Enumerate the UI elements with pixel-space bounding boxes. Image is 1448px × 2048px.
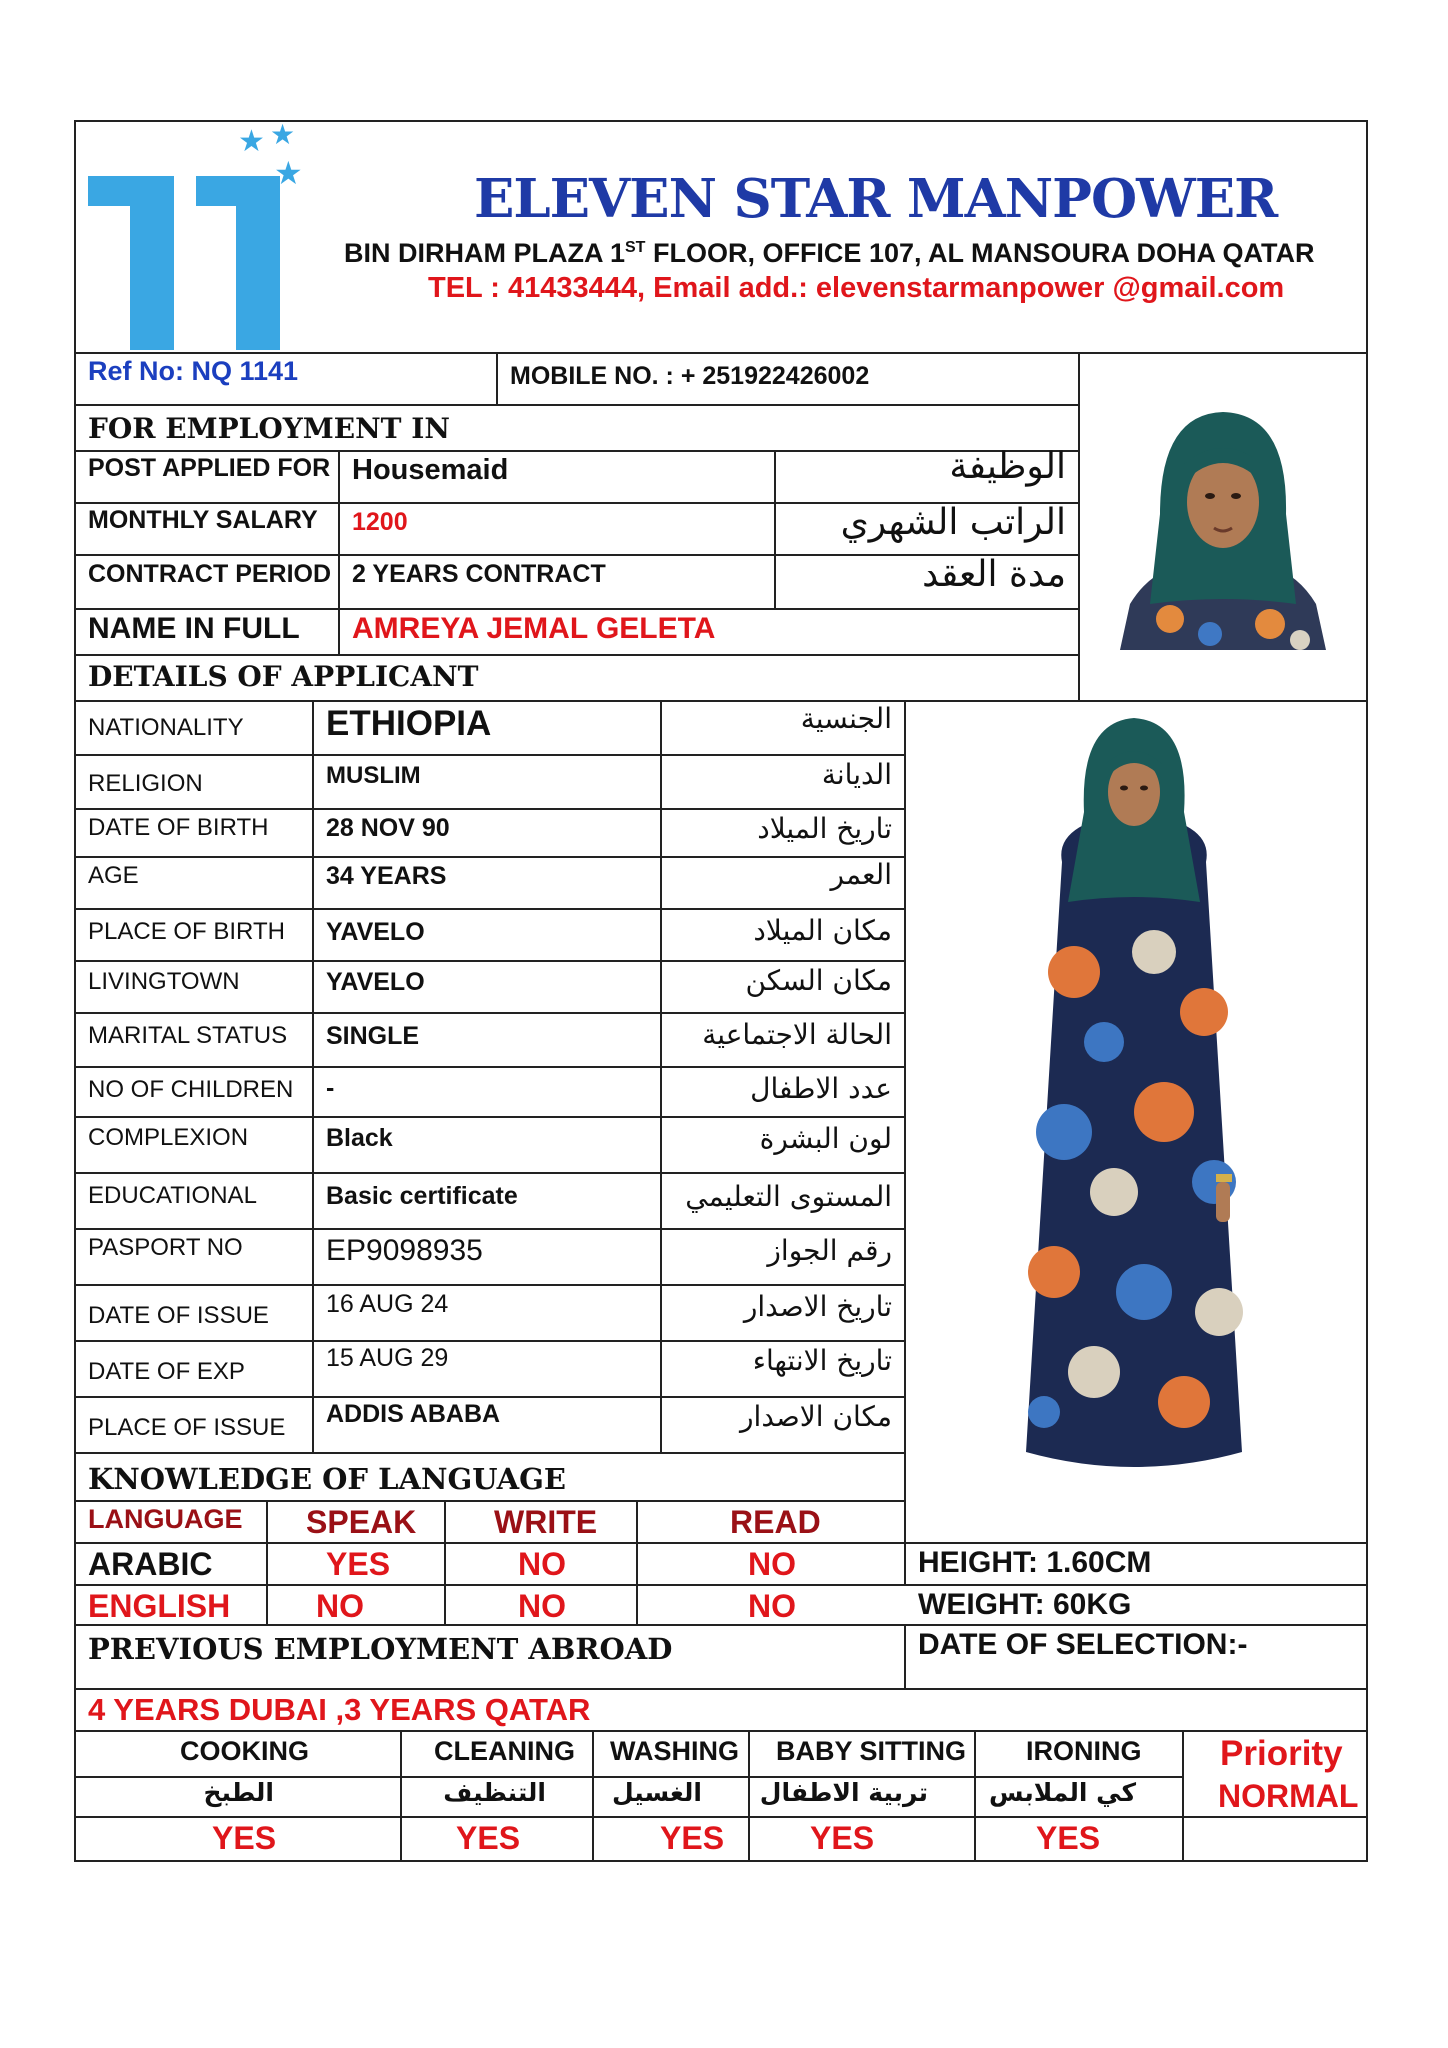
issue-place-value: ADDIS ABABA — [326, 1400, 501, 1428]
age-value: 34 YEARS — [326, 862, 447, 890]
salary-value: 1200 — [352, 508, 408, 536]
marital-label: MARITAL STATUS — [88, 1022, 288, 1049]
religion-value: MUSLIM — [326, 762, 421, 789]
skill-cooking-value: YES — [212, 1820, 277, 1856]
date-of-selection: DATE OF SELECTION:- — [918, 1628, 1248, 1661]
skill-cleaning-arabic: التنظيف — [443, 1778, 546, 1807]
lang-header-write: WRITE — [494, 1504, 598, 1540]
skill-baby-sitting-value: YES — [810, 1820, 875, 1856]
name-value: AMREYA JEMAL GELETA — [352, 612, 716, 645]
lang-arabic-write: NO — [518, 1546, 566, 1582]
employment-title: FOR EMPLOYMENT IN — [88, 412, 450, 445]
exp-date-label: DATE OF EXP — [88, 1358, 245, 1385]
age-label: AGE — [88, 862, 139, 889]
marital-value: SINGLE — [326, 1022, 420, 1050]
passport-arabic: رقم الجواز — [767, 1234, 892, 1267]
exp-date-arabic: تاريخ الانتهاء — [752, 1344, 892, 1377]
religion-arabic: الديانة — [821, 758, 892, 791]
marital-arabic: الحالة الاجتماعية — [702, 1018, 892, 1051]
company-logo — [86, 119, 303, 352]
issue-date-value: 16 AUG 24 — [326, 1290, 449, 1318]
height: HEIGHT: 1.60CM — [918, 1546, 1152, 1579]
complexion-value: Black — [326, 1124, 393, 1152]
star-icon: ★ — [274, 155, 303, 191]
mobile-number: MOBILE NO. : + 251922426002 — [510, 362, 870, 390]
nationality-value: ETHIOPIA — [326, 704, 492, 743]
salary-arabic: الراتب الشهري — [840, 502, 1066, 543]
star-icon: ★ — [238, 125, 265, 158]
education-value: Basic certificate — [326, 1182, 518, 1210]
skill-ironing-arabic: كي الملابس — [989, 1778, 1136, 1807]
post-arabic: الوظيفة — [949, 446, 1066, 487]
contract-value: 2 YEARS CONTRACT — [352, 560, 606, 588]
logo-bar-1 — [130, 176, 174, 350]
lang-header-language: LANGUAGE — [88, 1504, 243, 1534]
previous-value: 4 YEARS DUBAI ,3 YEARS QATAR — [88, 1692, 591, 1727]
skill-cooking: COOKING — [180, 1736, 310, 1766]
previous-title: PREVIOUS EMPLOYMENT ABROAD — [88, 1632, 673, 1666]
skill-ironing: IRONING — [1026, 1736, 1142, 1766]
nationality-label: NATIONALITY — [88, 714, 244, 741]
post-value: Housemaid — [352, 454, 509, 486]
livingtown-arabic: مكان السكن — [745, 964, 892, 997]
passport-label: PASPORT NO — [88, 1234, 243, 1261]
dob-arabic: تاريخ الميلاد — [757, 812, 892, 845]
lang-arabic: ARABIC — [88, 1546, 213, 1582]
children-arabic: عدد الاطفال — [750, 1072, 892, 1105]
nationality-arabic: الجنسية — [800, 702, 892, 735]
lang-english-write: NO — [518, 1588, 566, 1624]
star-icon: ★ — [270, 119, 296, 150]
education-label: EDUCATIONAL — [88, 1182, 257, 1209]
skill-cleaning: CLEANING — [434, 1736, 575, 1766]
contract-label: CONTRACT PERIOD — [88, 560, 332, 588]
passport-value: EP9098935 — [326, 1234, 483, 1267]
skill-baby-sitting-arabic: تربية الاطفال — [759, 1778, 928, 1807]
pob-arabic: مكان الميلاد — [753, 914, 892, 947]
dob-value: 28 NOV 90 — [326, 814, 450, 842]
complexion-arabic: لون البشرة — [759, 1122, 892, 1155]
skill-washing-arabic: الغسيل — [611, 1778, 702, 1807]
weight: WEIGHT: 60KG — [918, 1588, 1132, 1621]
skill-cooking-arabic: الطبخ — [203, 1778, 274, 1807]
lang-english-speak: NO — [316, 1588, 364, 1624]
priority-label: Priority — [1220, 1734, 1343, 1773]
logo-bar-2 — [236, 176, 280, 350]
age-arabic: العمر — [830, 858, 892, 891]
skill-washing-value: YES — [660, 1820, 725, 1856]
lang-arabic-speak: YES — [326, 1546, 391, 1582]
livingtown-label: LIVINGTOWN — [88, 968, 240, 995]
skill-washing: WASHING — [610, 1736, 740, 1766]
name-label: NAME IN FULL — [88, 612, 300, 645]
contract-arabic: مدة العقد — [922, 554, 1066, 595]
issue-place-arabic: مكان الاصدار — [740, 1400, 892, 1433]
skill-cleaning-value: YES — [456, 1820, 521, 1856]
pob-label: PLACE OF BIRTH — [88, 918, 285, 945]
salary-label: MONTHLY SALARY — [88, 506, 318, 534]
lang-header-read: READ — [730, 1504, 821, 1540]
issue-date-label: DATE OF ISSUE — [88, 1302, 269, 1329]
details-title: DETAILS OF APPLICANT — [88, 660, 479, 693]
complexion-label: COMPLEXION — [88, 1124, 249, 1151]
company-name: ELEVEN STAR MANPOWER — [474, 168, 1278, 230]
lang-header-speak: SPEAK — [306, 1504, 417, 1540]
lang-english: ENGLISH — [88, 1588, 231, 1624]
issue-place-label: PLACE OF ISSUE — [88, 1414, 286, 1441]
lang-english-read: NO — [748, 1588, 796, 1624]
dob-label: DATE OF BIRTH — [88, 814, 269, 841]
applicant-photo-full — [984, 712, 1284, 1480]
education-arabic: المستوى التعليمي — [685, 1180, 892, 1213]
issue-date-arabic: تاريخ الاصدار — [743, 1290, 892, 1323]
skill-baby-sitting: BABY SITTING — [776, 1736, 967, 1766]
language-title: KNOWLEDGE OF LANGUAGE — [88, 1462, 567, 1496]
religion-label: RELIGION — [88, 770, 203, 797]
pob-value: YAVELO — [326, 918, 425, 946]
livingtown-value: YAVELO — [326, 968, 425, 996]
children-value: - — [326, 1074, 335, 1102]
priority-value: NORMAL — [1218, 1778, 1359, 1814]
company-contact: TEL : 41433444, Email add.: elevenstarmanpower @gmail.com — [428, 272, 1285, 304]
skill-ironing-value: YES — [1036, 1820, 1101, 1856]
applicant-photo-portrait — [1100, 404, 1346, 650]
company-address: BIN DIRHAM PLAZA 1ST FLOOR, OFFICE 107, AL MANSOURA DOHA QATAR — [344, 238, 1315, 268]
exp-date-value: 15 AUG 29 — [326, 1344, 449, 1372]
post-label: POST APPLIED FOR — [88, 454, 331, 482]
children-label: NO OF CHILDREN — [88, 1076, 294, 1103]
ref-number: Ref No: NQ 1141 — [88, 356, 299, 386]
lang-arabic-read: NO — [748, 1546, 796, 1582]
